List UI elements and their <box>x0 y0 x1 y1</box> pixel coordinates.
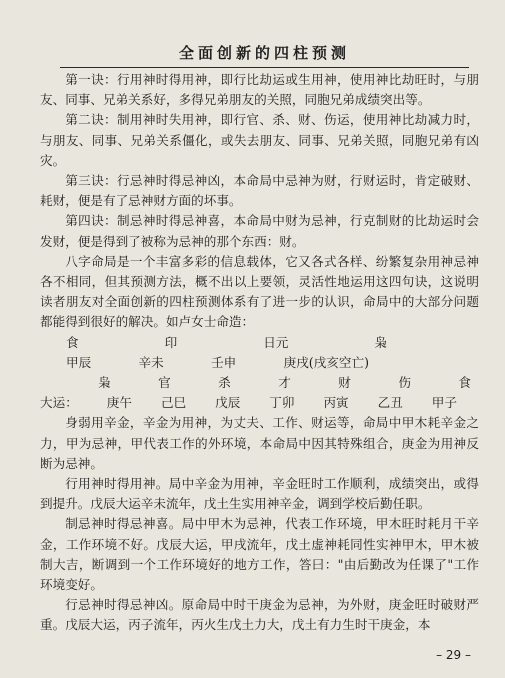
chart-pillar: 辛未 <box>138 354 164 370</box>
chart-god: 印 <box>164 334 178 350</box>
paragraph-case-3: 行忌神时得忌神凶。原命局中时干庚金为忌神，为外财，庚金旺时破财严重。戊辰大运，丙子流年，丙火生戊土力大，戊土有力生时干庚金，本 <box>40 597 479 633</box>
page-body <box>40 70 479 636</box>
chart-god: 枭 <box>374 334 387 350</box>
chart-god: 食 <box>66 334 79 350</box>
luck-pillar: 丁卯 <box>269 395 295 411</box>
chart-pillar: 壬申 <box>211 354 237 370</box>
chart-pillars-row <box>40 353 479 373</box>
luck-god: 杀 <box>218 375 231 391</box>
chart-gods-row <box>40 333 479 353</box>
luck-pillar: 庚午 <box>106 395 132 411</box>
luck-god: 财 <box>338 375 351 391</box>
paragraph-rule-2: 第二诀：制用神时失用神，即行官、杀、财、伤运，使用神比劫减力时，与朋友、同事、兄弟关系僵化，或失去朋友、同事、兄弟关照，同胞兄弟有凶灾。 <box>40 112 479 168</box>
luck-pillars-row <box>40 393 479 413</box>
paragraph-rule-4: 第四诀：制忌神时得忌神喜，本命局中财为忌神，行克制财的比劫运时会发财，便是得到了被称为忌神的那个东西：财。 <box>40 213 479 249</box>
luck-label: 大运： <box>40 395 78 411</box>
paragraph-intro: 八字命局是一个丰富多彩的信息载体，它又各式各样、纷繁复杂用神忌神各不相同，但其预测方法，概不出以上要领，灵活性地运用这四句诀，这说明读者朋友对全面创新的四柱预测体系有了进一步的认识，命局中的大部分问题都能得到很好的解决。如卢女士命造： <box>40 253 479 330</box>
paragraph-rule-3: 第三诀：行忌神时得忌神凶，本命局中忌神为财，行财运时，肯定破财、耗财，便是有了忌神财方面的坏事。 <box>40 173 479 209</box>
luck-pillar: 戊辰 <box>215 395 241 411</box>
chart-pillar: 庚戌(戌亥空亡) <box>283 354 369 370</box>
page-number: – 29 – <box>436 648 471 662</box>
paragraph-case-2: 制忌神时得忌神喜。局中甲木为忌神，代表工作环境，甲木旺时耗月干辛金，工作环境不好。戊辰大运，甲戌流年，戊土虚神耗同性实神甲木，甲木被制大吉，断调到一个工作环境好的地方工作，答曰："由后勤改为任课了"工作环境变好。 <box>40 516 479 593</box>
luck-pillar: 乙丑 <box>377 395 403 411</box>
luck-gods-row <box>40 373 479 393</box>
luck-pillar: 甲子 <box>431 395 457 411</box>
luck-god: 才 <box>278 375 291 391</box>
luck-god: 官 <box>158 375 171 391</box>
paragraph-analysis: 身弱用辛金，辛金为用神，为丈夫、工作、财运等，命局中甲木耗辛金之力，甲为忌神，甲代表工作的外环境，本命局中因其特殊组合，庚金为用神反断为忌神。 <box>40 415 479 471</box>
luck-pillar: 己巳 <box>160 395 187 411</box>
luck-god: 食 <box>458 375 471 391</box>
chart-pillar: 甲辰 <box>66 354 92 370</box>
paragraph-rule-1: 第一诀：行用神时得用神，即行比劫运或生用神，使用神比劫旺时，与朋友、同事、兄弟关系好，多得兄弟朋友的关照，同胞兄弟成绩突出等。 <box>40 72 479 108</box>
luck-god: 枭 <box>98 375 111 391</box>
luck-pillar: 丙寅 <box>323 395 349 411</box>
running-header <box>60 42 469 68</box>
luck-god: 伤 <box>398 375 411 391</box>
header-title: 全面创新的四柱预测 <box>178 44 350 62</box>
paragraph-case-1: 行用神时得用神。局中辛金为用神，辛金旺时工作顺利，成绩突出，或得到提升。戊辰大运辛未流年，戊土生实用神辛金，调到学校后勤任职。 <box>40 476 479 512</box>
chart-god: 日元 <box>263 334 289 350</box>
